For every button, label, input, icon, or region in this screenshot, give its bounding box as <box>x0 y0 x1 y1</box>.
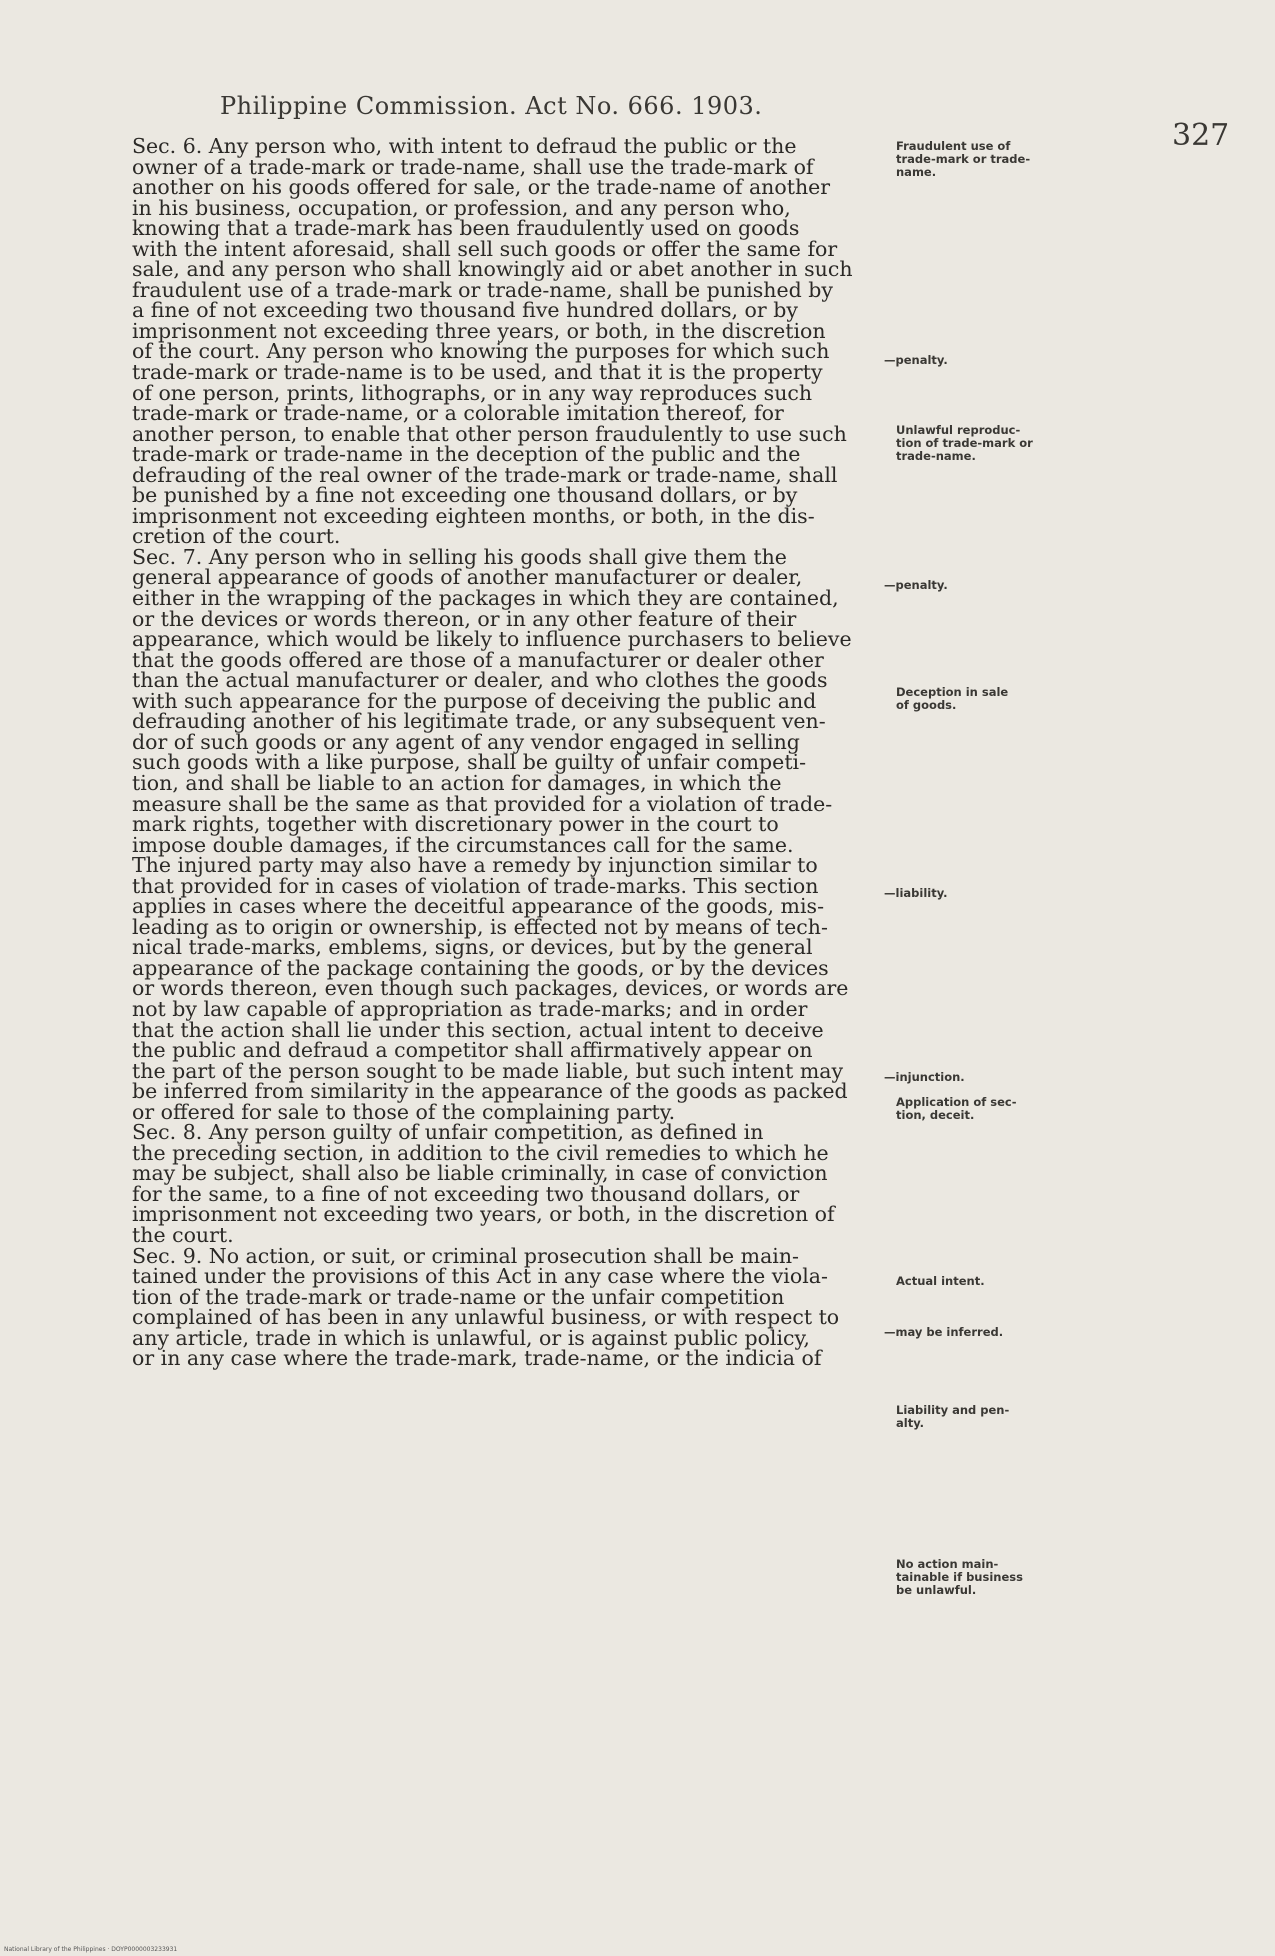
sidenote-liability <box>884 887 1064 900</box>
text-line: of one person, prints, lithographs, or in any way reproduces such <box>132 380 813 405</box>
sidenote-line: —may be inferred. <box>884 1325 1004 1339</box>
text-line: knowing that a trade-mark has been fraudulently used on goods <box>132 216 800 241</box>
text-line: the court. <box>132 1222 234 1247</box>
text-line: may be subject, shall also be liable criminally, in case of conviction <box>132 1161 828 1186</box>
text-line: measure shall be the same as that provided for a violation of trade- <box>132 791 833 816</box>
text-line: that provided for in cases of violation of trade-marks. This section <box>132 873 819 898</box>
sidenote-deception-in-sale <box>896 686 1076 712</box>
text-line: Sec. 8. Any person guilty of unfair competition, as defined in <box>132 1120 764 1145</box>
sidenote-line: alty. <box>896 1416 925 1430</box>
sidenote-line: Fraudulent use of <box>896 139 1011 153</box>
text-line: sale, and any person who shall knowingly aid or abet another in such <box>132 257 853 282</box>
sidenote-line: Actual intent. <box>896 1274 985 1288</box>
text-line: that the goods offered are those of a manufacturer or dealer other <box>132 647 824 672</box>
text-line: of the court. Any person who knowing the purposes for which such <box>132 339 830 364</box>
text-line: trade-mark or trade-name is to be used, and that it is the property <box>132 360 823 385</box>
text-line: or in any case where the trade-mark, trade-name, or the indicia of <box>132 1346 822 1371</box>
sidenote-line: of goods. <box>896 698 957 712</box>
sidenote-actual-intent <box>896 1275 1076 1288</box>
text-line: appearance, which would be likely to influence purchasers to believe <box>132 627 852 652</box>
text-line: or offered for sale to those of the complaining party. <box>132 1099 676 1124</box>
text-line: for the same, to a fine of not exceeding two thousand dollars, or <box>132 1181 800 1206</box>
sidenote-injunction <box>884 1071 1064 1084</box>
text-line: another person, to enable that other person fraudulently to use such <box>132 421 847 446</box>
text-line: such goods with a like purpose, shall be guilty of unfair competi- <box>132 750 807 775</box>
text-line: or words thereon, even though such packages, devices, or words are <box>132 976 849 1001</box>
text-line: or the devices or words thereon, or in any other feature of their <box>132 606 797 631</box>
section-9 <box>94 1243 884 1371</box>
text-line: trade-mark or trade-name, or a colorable imitation thereof, for <box>132 401 784 426</box>
text-line: general appearance of goods of another manufacturer or dealer, <box>132 565 803 590</box>
text-line: imprisonment not exceeding eighteen months, or both, in the dis- <box>132 503 815 528</box>
text-line: nical trade-marks, emblems, signs, or devices, but by the general <box>132 935 813 960</box>
sidenote-line: trade-mark or trade- <box>896 152 1031 166</box>
text-line: imprisonment not exceeding three years, or both, in the discretion <box>132 318 826 343</box>
sidenote-line: —penalty. <box>884 353 948 367</box>
sidenote-line: Application of sec- <box>896 1095 1017 1109</box>
text-line: complained of has been in any unlawful business, or with respect to <box>132 1305 840 1330</box>
text-line: owner of a trade-mark or trade-name, shall use the trade-mark of <box>132 154 814 179</box>
sidenote-penalty-2 <box>884 579 1064 592</box>
sidenote-fraudulent-use <box>896 140 1076 179</box>
sidenote-line: tainable if business <box>896 1570 1023 1584</box>
text-line: defrauding of the real owner of the trade-mark or trade-name, shall <box>132 462 838 487</box>
text-line: in his business, occupation, or profession, and any person who, <box>132 195 791 220</box>
text-line: with the intent aforesaid, shall sell such goods or offer the same for <box>132 236 838 261</box>
text-line: imprisonment not exceeding two years, or both, in the discretion of <box>132 1202 835 1227</box>
text-line: cretion of the court. <box>132 524 341 549</box>
scan-footer-note: National Library of the Philippines · DOYP0000003233931 <box>4 1946 178 1953</box>
sidenote-line: No action main- <box>896 1557 999 1571</box>
text-line: Sec. 6. Any person who, with intent to defraud the public or the <box>132 134 797 158</box>
sidenote-line: trade-name. <box>896 449 976 463</box>
text-line: be punished by a fine not exceeding one thousand dollars, or by <box>132 483 798 508</box>
text-line: with such appearance for the purpose of deceiving the public and <box>132 688 817 713</box>
text-line: The injured party may also have a remedy by injunction similar to <box>132 853 818 878</box>
text-line: not by law capable of appropriation as trade-marks; and in order <box>132 996 808 1021</box>
text-line: a fine of not exceeding two thousand five hundred dollars, or by <box>132 298 798 323</box>
sidenote-line: Liability and pen- <box>896 1403 1010 1417</box>
page-number: 327 <box>1172 118 1230 153</box>
text-line: another on his goods offered for sale, or the trade-name of another <box>132 175 831 200</box>
text-line: any article, trade in which is unlawful, or is against public policy, <box>132 1325 810 1350</box>
text-line: leading as to origin or ownership, is effected not by means of tech- <box>132 914 828 939</box>
text-line: trade-mark or trade-name in the deception of the public and the <box>132 442 801 467</box>
section-7 <box>94 544 884 1124</box>
sidenote-line: —injunction. <box>884 1070 965 1084</box>
body-text <box>94 136 884 1369</box>
text-line: tained under the provisions of this Act in any case where the viola- <box>132 1264 828 1289</box>
sidenote-may-be-inferred <box>884 1326 1064 1339</box>
sidenote-line: tion, deceit. <box>896 1108 975 1122</box>
sidenote-unlawful-reproduction <box>896 424 1076 463</box>
text-line: Sec. 7. Any person who in selling his goods shall give them the <box>132 544 787 569</box>
text-line: be inferred from similarity in the appearance of the goods as packed <box>132 1079 848 1104</box>
sidenote-penalty-1 <box>884 354 1064 367</box>
text-line: mark rights, together with discretionary power in the court to <box>132 812 779 837</box>
text-line: the public and defraud a competitor shall affirmatively appear on <box>132 1038 813 1063</box>
sidenote-line: —penalty. <box>884 578 948 592</box>
text-line: applies in cases where the deceitful appearance of the goods, mis- <box>132 894 824 919</box>
sidenote-no-action-maintainable <box>896 1558 1076 1597</box>
sidenote-line: —liability. <box>884 886 948 900</box>
section-6 <box>94 136 884 547</box>
text-line: the preceding section, in addition to the civil remedies to which he <box>132 1140 829 1165</box>
sidenote-line: be unlawful. <box>896 1583 977 1597</box>
text-line: tion, and shall be liable to an action for damages, in which the <box>132 770 782 795</box>
sidenote-line: tion of trade-mark or <box>896 436 1033 450</box>
text-line: fraudulent use of a trade-mark or trade-name, shall be punished by <box>132 277 833 302</box>
text-line: that the action shall lie under this section, actual intent to deceive <box>132 1017 824 1042</box>
text-line: defrauding another of his legitimate trade, or any subsequent ven- <box>132 709 826 734</box>
text-line: either in the wrapping of the packages in which they are contained, <box>132 586 839 611</box>
text-line: the part of the person sought to be made liable, but such intent may <box>132 1058 844 1083</box>
sidenote-line: name. <box>896 165 937 179</box>
sidenote-liability-and-penalty <box>896 1404 1076 1430</box>
text-line: Sec. 9. No action, or suit, or criminal prosecution shall be main- <box>132 1243 799 1268</box>
running-head: Philippine Commission. Act No. 666. 1903. <box>220 92 763 120</box>
text-line: impose double damages, if the circumstances call for the same. <box>132 832 794 857</box>
sidenote-line: Deception in sale <box>896 685 1009 699</box>
text-line: appearance of the package containing the goods, or by the devices <box>132 955 829 980</box>
text-line: than the actual manufacturer or dealer, and who clothes the goods <box>132 668 828 693</box>
section-8 <box>94 1122 884 1245</box>
sidenote-line: Unlawful reproduc- <box>896 423 1021 437</box>
text-line: tion of the trade-mark or trade-name or the unfair competition <box>132 1284 785 1309</box>
sidenote-application-of-section <box>896 1096 1076 1122</box>
text-line: dor of such goods or any agent of any vendor engaged in selling <box>132 729 800 754</box>
